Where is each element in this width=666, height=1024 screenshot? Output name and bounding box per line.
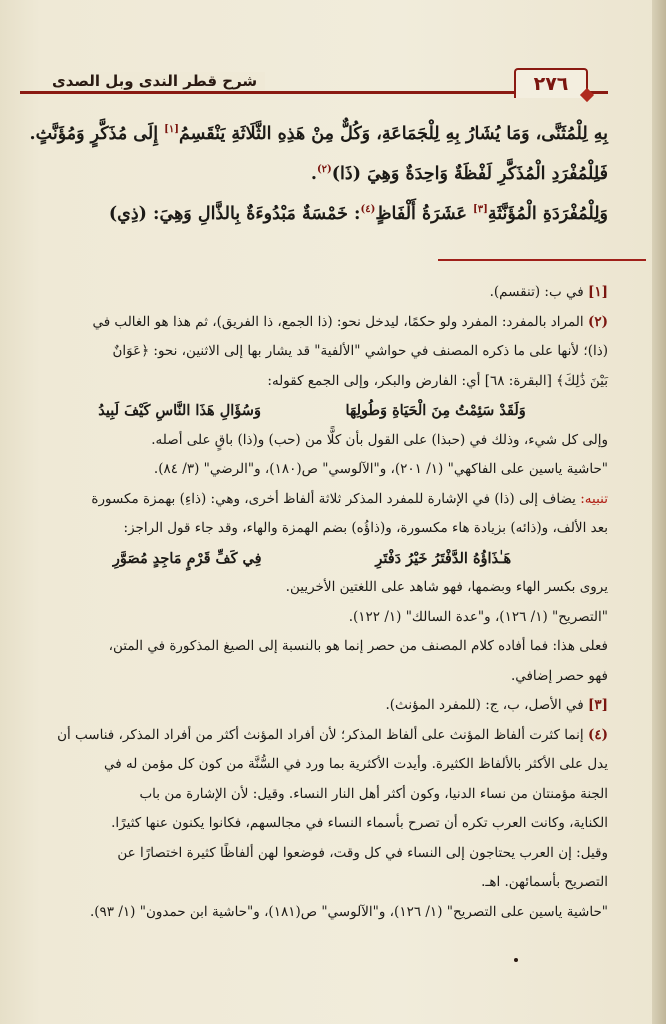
- tanbih-label: تنبيه:: [580, 490, 608, 507]
- footnote-4-line-6: التصريح بأسمائهن. اهـ.: [481, 874, 608, 890]
- footnote-3-text: في الأصل، ب، ج: (للمفرد المؤنث).: [385, 697, 584, 713]
- footnote-1-number: [١]: [587, 284, 608, 300]
- footnote-2-line-3: بَيْنَ ذَٰلِكَ﴾ [البقرة: ٦٨] أي: الفارض والبكر، وإلى الجمع كقوله:: [267, 372, 608, 389]
- verse-2: [16, 544, 608, 574]
- verse-1-hemistich-1: وَلَقَدْ سَئِمْتُ مِنَ الْحَيَاةِ وَطُولِهَا: [345, 402, 526, 419]
- main-line-2: فَلِلْمُفْرَدِ الْمُذَكَّرِ لَفْظَةٌ وَاحِدَةٌ وَهِيَ (ذَا)$^{(٢)}$.: [310, 163, 608, 184]
- book-gutter: [652, 0, 666, 1024]
- footnote-4-line-5: وقيل: إن العرب يحتاجون إلى النساء في كل وقت، فوضعوا لهن ألفاظًا كثيرة اختصارًا عن: [117, 844, 608, 861]
- footnote-1: [16, 278, 608, 308]
- main-line-1: [16, 112, 608, 152]
- verse-2-hemistich-1: هَـٰذَاؤُهُ الدَّفْتَرُ خَيْرُ دَفْتَرِ: [375, 549, 512, 567]
- main-line-3-text-a: وَلِلْمُفْرَدَةِ الْمُؤَنَّثَةِ: [487, 203, 608, 224]
- main-line-3-text-c: : خَمْسَةٌ مَبْدُوءَةٌ بِالذَّالِ وَهِيَ: (ذِي): [108, 203, 361, 224]
- ref-3: [٣]: [473, 203, 488, 215]
- main-text: [16, 112, 608, 231]
- ref-4: (٤): [360, 203, 376, 215]
- main-line-2-text: فَلِلْمُفْرَدِ الْمُذَكَّرِ لَفْظَةٌ وَاحِدَةٌ وَهِيَ (ذَا): [331, 163, 608, 184]
- footnote-4-line-4: الكناية، وكانت العرب تكره أن تصرح بأسماء النساء في مجالسهم، فكانوا يكنون عنها كثيرًا.: [111, 815, 608, 831]
- verse-1: [16, 396, 608, 426]
- tanbih-text: يضاف إلى (ذا) في الإشارة للمفرد المذكر ثلاثة ألفاظ أخرى، وهي: (ذاءِ) بهمزة مكسورة: [91, 490, 576, 507]
- page-number: ٢٧٦: [514, 68, 588, 98]
- main-line-3-text-b: عَشَرَةُ أَلْفَاظٍ: [375, 203, 467, 224]
- footnote-2: [16, 308, 608, 338]
- footnote-4-line-3: الجنة مؤمنتان من نساء الدنيا، وكون أكثر أهل النار النساء. وقيل: لأن الإشارة من باب: [139, 785, 608, 802]
- main-line-1-tail: إِلَى مُذَكَّرٍ وَمُؤَنَّثٍ.: [29, 123, 159, 144]
- verse-2-hemistich-2: فِي كَفِّ قَرْمٍ مَاجِدٍ مُصَوَّرِ: [112, 549, 262, 567]
- running-title: شرح قطر الندى وبل الصدى: [44, 72, 265, 90]
- footnote-4-number: (٤): [587, 726, 608, 743]
- footnote-2-conclusion-end: فهو حصر إضافي.: [510, 667, 608, 684]
- footnote-2-line: المراد بالمفرد: المفرد ولو حكمًا، ليدخل نحو: (ذا الجمع، ذا الفريق)، ثم هذا هو الغالب في: [92, 313, 584, 330]
- tanbih-line-2: بعد الألف، و(ذائه) بزيادة هاء مكسورة، و(ذاؤُه) بضم الهمزة والهاء، وقد جاء قول الراجز:: [123, 520, 608, 536]
- page-header: [20, 70, 608, 100]
- tanbih-line-1: [16, 485, 608, 515]
- footnote-4-line: إنما كثرت ألفاظ المؤنث على ألفاظ المذكر؛ لأن أفراد المؤنث أكثر من أفراد المذكر، فناسب أن: [57, 726, 584, 743]
- footnote-4: [16, 721, 608, 751]
- footnote-separator: [438, 259, 646, 261]
- footnote-3: [16, 691, 608, 721]
- footnote-2-after-verse-2: يروى بكسر الهاء وبضمها، فهو شاهد على اللغتين الأخريين.: [285, 579, 608, 595]
- footnote-4-line-2: يدل على الأكثر بالألفاظ الكثيرة. وأيدت الأكثرية بما ورد في السُّنَّة من كون كل مؤمن له في: [104, 756, 608, 772]
- footnote-1-text: في ب: (تنقسم).: [489, 284, 584, 300]
- ref-2: (٢): [316, 163, 332, 175]
- verse-1-hemistich-2: وَسُؤَالِ هَذَا النَّاسِ كَيْفَ لَبِيدُ: [98, 402, 261, 419]
- main-line-3: [16, 192, 608, 232]
- footnote-2-line-2: (ذا)؛ لأنها على ما ذكره المصنف في حواشي "الألفية" قد يشار بها إلى الاثنين، نحو: ﴿عَوَانٌ: [112, 343, 608, 359]
- ref-1: [١]: [164, 124, 180, 135]
- footnote-2-after-verse-1: وإلى كل شيء، وذلك في (حبذا) على القول بأن كلًّا من (حب) و(ذا) باقٍ على أصله.: [151, 431, 608, 448]
- footnote-4-source: "حاشية ياسين على التصريح" (١/ ١٢٦)، و"الآلوسي" ص(١٨١)، و"حاشية ابن حمدون" (١/ ٩٣).: [89, 903, 608, 920]
- footnote-2-source-2: "التصريح" (١/ ١٢٦)، و"عدة السالك" (١/ ١٢٢).: [348, 608, 608, 625]
- footnote-2-conclusion: فعلى هذا: فما أفاده كلام المصنف من حصر إنما هو بالنسبة إلى الصيغ المذكورة في المتن،: [108, 638, 608, 654]
- footnote-2-number: (٢): [587, 313, 608, 330]
- footnotes: [16, 278, 608, 927]
- footnote-3-number: [٣]: [587, 697, 608, 713]
- footnote-2-source: "حاشية ياسين على الفاكهي" (١/ ٢٠١)، و"الآلوسي" ص(١٨٠)، و"الرضي" (٣/ ٨٤).: [153, 461, 608, 477]
- ink-dot: [514, 958, 518, 962]
- main-line-1-text: بِهِ لِلْمُثَنَّى، وَمَا يُشَارُ بِهِ لِلْجَمَاعَةِ، وَكُلٌّ مِنْ هَذِهِ الثَّلَاثَةِ يَنْقَسِمُ: [179, 123, 608, 144]
